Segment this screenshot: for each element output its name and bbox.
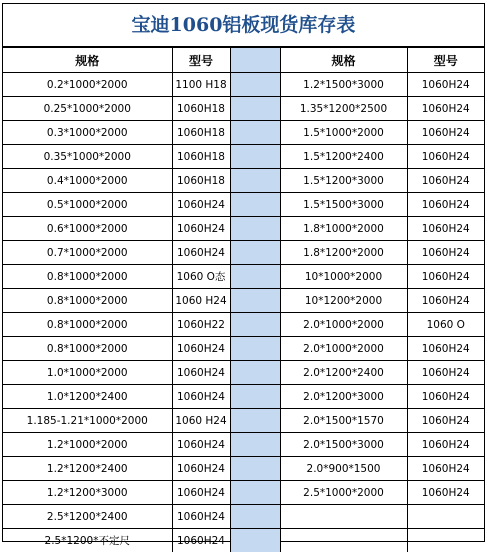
left-spec-cell: 0.6*1000*2000: [3, 217, 172, 241]
left-spec-cell: 1.185-1.21*1000*2000: [3, 409, 172, 433]
right-spec-cell: 2.0*1500*3000: [280, 433, 407, 457]
left-model-cell: 1060H18: [172, 121, 230, 145]
separator-cell: [230, 193, 280, 217]
table-row: [3, 361, 484, 385]
right-model-cell: 1060H24: [407, 481, 484, 505]
table-row: [3, 193, 484, 217]
right-spec-cell: 10*1200*2000: [280, 289, 407, 313]
left-spec-cell: 0.3*1000*2000: [3, 121, 172, 145]
left-model-cell: 1060 H24: [172, 409, 230, 433]
separator-cell: [230, 73, 280, 97]
table-row: [3, 217, 484, 241]
left-spec-cell: 1.2*1200*2400: [3, 457, 172, 481]
separator-cell: [230, 241, 280, 265]
left-model-cell: 1060H18: [172, 169, 230, 193]
separator-cell: [230, 145, 280, 169]
left-model-cell: 1060H24: [172, 361, 230, 385]
right-model-cell: 1060H24: [407, 457, 484, 481]
right-model-cell: 1060H24: [407, 265, 484, 289]
right-model-cell: 1060H24: [407, 385, 484, 409]
left-model-cell: 1060H24: [172, 457, 230, 481]
left-spec-cell: 1.2*1200*3000: [3, 481, 172, 505]
right-model-cell: 1060H24: [407, 73, 484, 97]
right-spec-cell: 1.5*1200*2400: [280, 145, 407, 169]
separator-cell: [230, 361, 280, 385]
right-model-cell: 1060H24: [407, 217, 484, 241]
separator-cell: [230, 337, 280, 361]
separator-cell: [230, 505, 280, 529]
left-model-cell: 1060 H24: [172, 289, 230, 313]
right-model-cell: 1060H24: [407, 433, 484, 457]
left-spec-cell: 1.0*1200*2400: [3, 385, 172, 409]
header-model-right: 型号: [407, 48, 484, 73]
right-model-cell: [407, 505, 484, 529]
right-model-cell: 1060 O: [407, 313, 484, 337]
left-spec-cell: 1.2*1000*2000: [3, 433, 172, 457]
left-spec-cell: 0.35*1000*2000: [3, 145, 172, 169]
table-row: [3, 505, 484, 529]
table-row: [3, 241, 484, 265]
left-model-cell: 1060H24: [172, 529, 230, 552]
left-model-cell: 1060H24: [172, 193, 230, 217]
right-model-cell: 1060H24: [407, 121, 484, 145]
right-model-cell: 1060H24: [407, 289, 484, 313]
table-row: [3, 385, 484, 409]
header-row: [3, 48, 484, 73]
right-model-cell: 1060H24: [407, 337, 484, 361]
left-model-cell: 1060H24: [172, 433, 230, 457]
table-row: [3, 169, 484, 193]
separator-cell: [230, 217, 280, 241]
header-spec-left: 规格: [3, 48, 172, 73]
left-model-cell: 1060H18: [172, 97, 230, 121]
table-row: [3, 481, 484, 505]
table-row: [3, 265, 484, 289]
inventory-table: [3, 47, 484, 552]
left-spec-cell: 0.4*1000*2000: [3, 169, 172, 193]
left-spec-cell: 0.8*1000*2000: [3, 289, 172, 313]
table-row: [3, 313, 484, 337]
right-model-cell: [407, 529, 484, 552]
left-model-cell: 1060H24: [172, 241, 230, 265]
header-model-left: 型号: [172, 48, 230, 73]
table-row: [3, 73, 484, 97]
left-spec-cell: 0.7*1000*2000: [3, 241, 172, 265]
table-row: [3, 97, 484, 121]
separator-cell: [230, 265, 280, 289]
separator-column: [230, 48, 280, 73]
table-row: [3, 337, 484, 361]
left-spec-cell: 2.5*1200*2400: [3, 505, 172, 529]
right-spec-cell: 1.8*1200*2000: [280, 241, 407, 265]
table-row: [3, 409, 484, 433]
left-spec-cell: 1.0*1000*2000: [3, 361, 172, 385]
separator-cell: [230, 313, 280, 337]
separator-cell: [230, 121, 280, 145]
left-model-cell: 1060H24: [172, 217, 230, 241]
left-spec-cell: 0.8*1000*2000: [3, 313, 172, 337]
sheet-title: 宝迪1060铝板现货库存表: [3, 4, 484, 47]
right-spec-cell: [280, 529, 407, 552]
right-spec-cell: 1.5*1000*2000: [280, 121, 407, 145]
separator-cell: [230, 289, 280, 313]
right-spec-cell: 1.8*1000*2000: [280, 217, 407, 241]
right-model-cell: 1060H24: [407, 97, 484, 121]
right-model-cell: 1060H24: [407, 193, 484, 217]
right-model-cell: 1060H24: [407, 361, 484, 385]
table-row: [3, 529, 484, 552]
right-spec-cell: 1.5*1200*3000: [280, 169, 407, 193]
left-spec-cell: 0.5*1000*2000: [3, 193, 172, 217]
inventory-sheet: [2, 3, 485, 542]
left-model-cell: 1100 H18: [172, 73, 230, 97]
left-spec-cell: 0.8*1000*2000: [3, 265, 172, 289]
separator-cell: [230, 481, 280, 505]
separator-cell: [230, 409, 280, 433]
right-spec-cell: 2.0*1200*2400: [280, 361, 407, 385]
left-spec-cell: 0.2*1000*2000: [3, 73, 172, 97]
right-spec-cell: 1.2*1500*3000: [280, 73, 407, 97]
separator-cell: [230, 169, 280, 193]
table-row: [3, 457, 484, 481]
left-model-cell: 1060 O态: [172, 265, 230, 289]
left-model-cell: 1060H24: [172, 337, 230, 361]
right-spec-cell: 10*1000*2000: [280, 265, 407, 289]
left-model-cell: 1060H18: [172, 145, 230, 169]
separator-cell: [230, 457, 280, 481]
table-row: [3, 145, 484, 169]
right-spec-cell: 1.5*1500*3000: [280, 193, 407, 217]
right-model-cell: 1060H24: [407, 409, 484, 433]
right-model-cell: 1060H24: [407, 169, 484, 193]
right-spec-cell: 2.0*1500*1570: [280, 409, 407, 433]
left-spec-cell: 0.8*1000*2000: [3, 337, 172, 361]
right-spec-cell: 2.0*1000*2000: [280, 313, 407, 337]
left-spec-cell: 2.5*1200*不定尺: [3, 529, 172, 552]
right-spec-cell: 2.0*1000*2000: [280, 337, 407, 361]
left-model-cell: 1060H24: [172, 505, 230, 529]
right-model-cell: 1060H24: [407, 241, 484, 265]
separator-cell: [230, 529, 280, 552]
left-model-cell: 1060H24: [172, 481, 230, 505]
right-spec-cell: 2.0*1200*3000: [280, 385, 407, 409]
right-spec-cell: 2.5*1000*2000: [280, 481, 407, 505]
right-spec-cell: [280, 505, 407, 529]
table-row: [3, 433, 484, 457]
left-model-cell: 1060H22: [172, 313, 230, 337]
separator-cell: [230, 433, 280, 457]
table-row: [3, 121, 484, 145]
right-model-cell: 1060H24: [407, 145, 484, 169]
right-spec-cell: 2.0*900*1500: [280, 457, 407, 481]
left-model-cell: 1060H24: [172, 385, 230, 409]
separator-cell: [230, 385, 280, 409]
separator-cell: [230, 97, 280, 121]
table-row: [3, 289, 484, 313]
right-spec-cell: 1.35*1200*2500: [280, 97, 407, 121]
header-spec-right: 规格: [280, 48, 407, 73]
left-spec-cell: 0.25*1000*2000: [3, 97, 172, 121]
